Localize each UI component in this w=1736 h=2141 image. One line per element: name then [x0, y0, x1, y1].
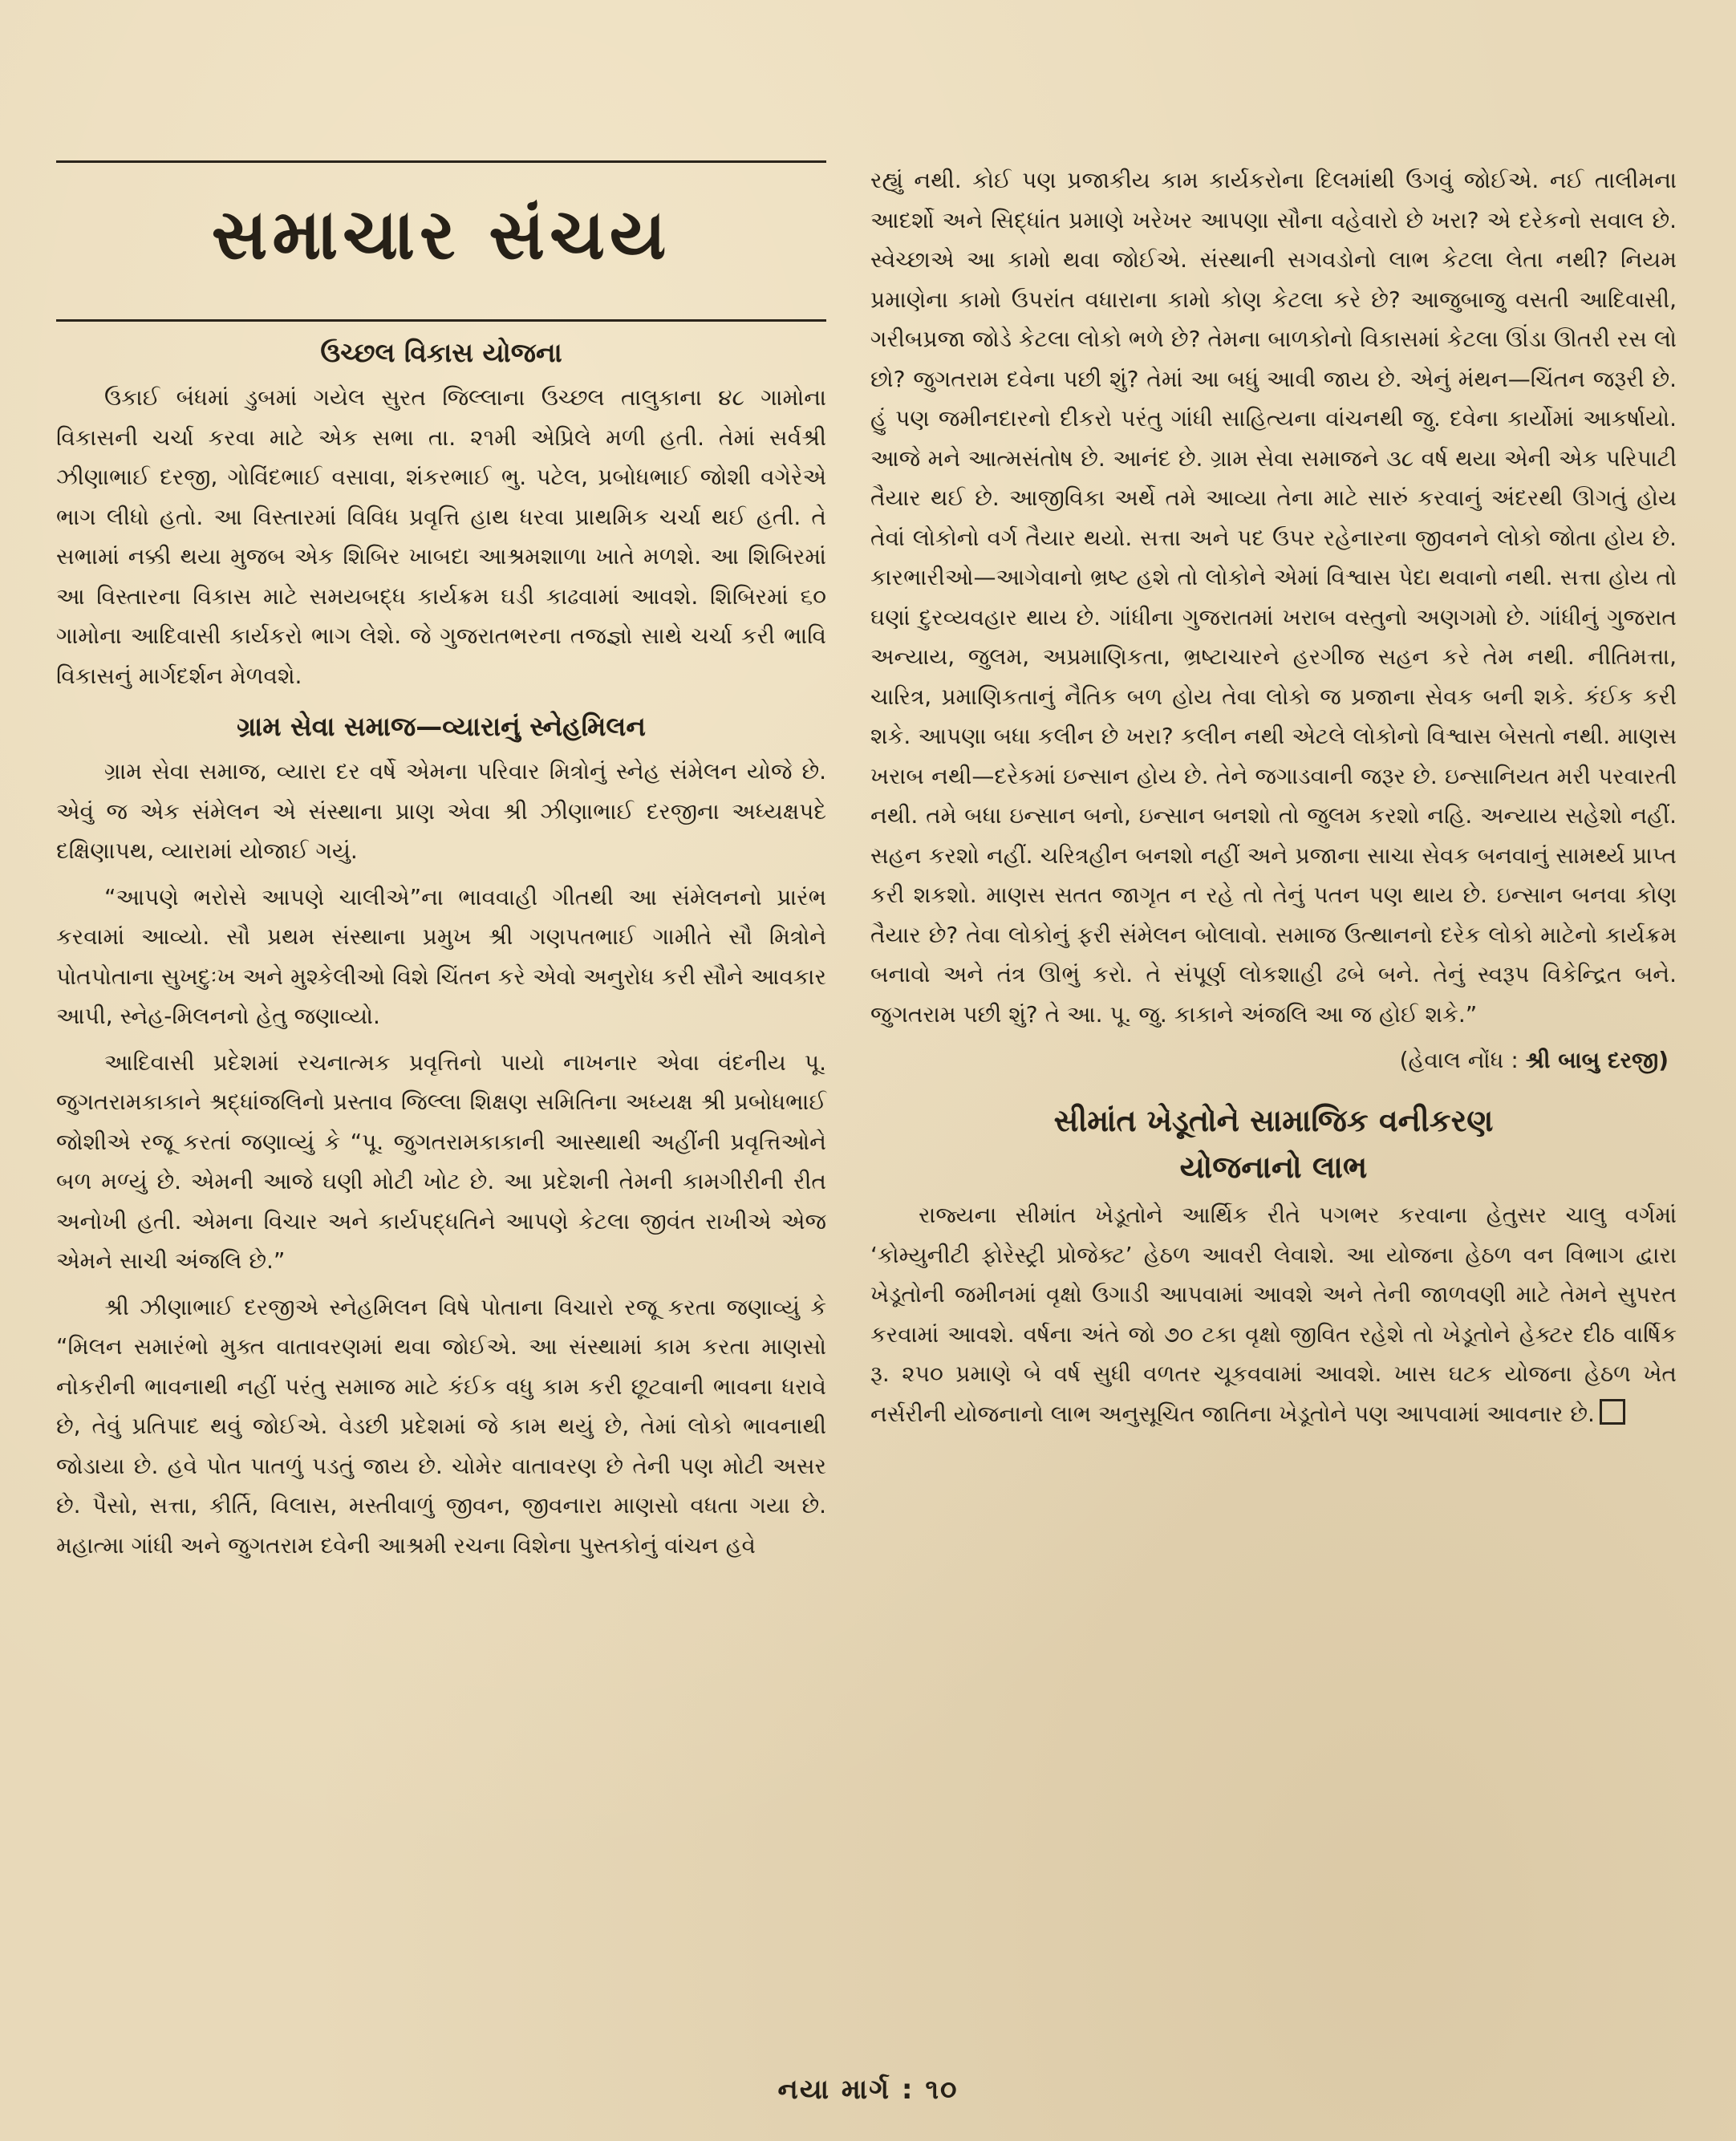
- article-paragraph: [870, 1195, 1677, 1433]
- masthead-title: સમાચાર સંચય: [211, 195, 671, 275]
- section-heading-uchchhal: ઉચ્છલ વિકાસ યોજના: [320, 337, 562, 368]
- report-note-label: (હેવાલ નોંધ :: [1399, 1047, 1519, 1073]
- article-paragraph: “આપણે ભરોસે આપણે ચાલીએ”ના ભાવવાહી ગીતથી આ સંમેલનનો પ્રારંભ કરવામાં આવ્યો. સૌ પ્રથમ સંસ્થાના પ્રમુખ શ્રી ગણપતભાઈ ગામીતે સૌ મિત્રોને પોતપોતાના સુખદુઃખ અને મુશ્કેલીઓ વિશે ચિંતન કરે એવો અનુરોધ કરી સૌને આવકાર આપી, સ્નેહ-મિલનનો હેતુ જણાવ્યો.: [56, 883, 826, 1029]
- section-heading-line: યોજનાનો લાભ: [1179, 1150, 1368, 1185]
- section-heading-forestry: [870, 1097, 1677, 1190]
- page-footer: નયા માર્ગ : ૧૦: [777, 2074, 959, 2106]
- article-paragraph-text: રાજ્યના સીમાંત ખેડૂતોને આર્થિક રીતે પગભર કરવાના હેતુસર ચાલુ વર્ગમાં ‘કોમ્યુનીટી ફોરેસ્ટ્રી પ્રોજેક્ટ’ હેઠળ આવરી લેવાશે. આ યોજના હેઠળ વન વિભાગ દ્વારા ખેડૂતોની જમીનમાં વૃક્ષો ઉગાડી આપવામાં આવશે અને તેની જાળવણી માટે તેમને સુપરત કરવામાં આવશે. વર્ષના અંતે જો ૭૦ ટકા વૃક્ષો જીવિત રહેશે તો ખેડૂતોને હેક્ટર દીઠ વાર્ષિક રૂ. ૨૫૦ પ્રમાણે બે વર્ષ સુધી વળતર ચૂકવવામાં આવશે. ખાસ ઘટક યોજના હેઠળ ખેત નર્સરીની યોજનાનો લાભ અનુસૂચિત જાતિના ખેડૂતોને પણ આપવામાં આવનાર છે.: [870, 1202, 1677, 1427]
- left-column: [56, 160, 826, 1565]
- right-column: [870, 160, 1677, 1433]
- article-paragraph: શ્રી ઝીણાભાઈ દરજીએ સ્નેહમિલન વિષે પોતાના વિચારો રજૂ કરતા જણાવ્યું કે “મિલન સમારંભો મુક્ત વાતાવરણમાં થવા જોઈએ. આ સંસ્થામાં કામ કરતા માણસો નોકરીની ભાવનાથી નહીં પરંતુ સમાજ માટે કંઈક વધુ કામ કરી છૂટવાની ભાવના ધરાવે છે, તેવું પ્રતિપાદ થવું જોઈએ. વેડછી પ્રદેશમાં જે કામ થયું છે, તેમાં લોકો ભાવનાથી જોડાયા છે. હવે પોત પાતળું પડતું જાય છે. ચોમેર વાતાવરણ છે તેની પણ મોટી અસર છે. પૈસો, સત્તા, કીર્તિ, વિલાસ, મસ્તીવાળું જીવન, જીવનારા માણસો વધતા ગયા છે. મહાત્મા ગાંધી અને જુગતરામ દવેની આશ્રમી રચના વિશેના પુસ્તકોનું વાંચન હવે: [56, 1293, 826, 1559]
- article-paragraph: ગ્રામ સેવા સમાજ, વ્યારા દર વર્ષે એમના પરિવાર મિત્રોનું સ્નેહ સંમેલન યોજે છે. એવું જ એક સંમેલન એ સંસ્થાના પ્રાણ એવા શ્રી ઝીણાભાઈ દરજીના અધ્યક્ષપદે દક્ષિણાપથ, વ્યારામાં યોજાઈ ગયું.: [56, 758, 826, 864]
- article-paragraph-continued: રહ્યું નથી. કોઈ પણ પ્રજાકીય કામ કાર્યકરોના દિલમાંથી ઉગવું જોઈએ. નઈ તાલીમના આદર્શો અને સિદ્ધાંત પ્રમાણે ખરેખર આપણા સૌના વહેવારો છે ખરા? એ દરેકનો સવાલ છે. સ્વેચ્છાએ આ કામો થવા જોઈએ. સંસ્થાની સગવડોનો લાભ કેટલા લેતા નથી? નિયમ પ્રમાણેના કામો ઉપરાંત વધારાના કામો કોણ કેટલા કરે છે? આજુબાજુ વસતી આદિવાસી, ગરીબપ્રજા જોડે કેટલા લોકો ભળે છે? તેમના બાળકોનો વિકાસમાં કેટલા ઊંડા ઊતરી રસ લો છો? જુગતરામ દવેના પછી શું? તેમાં આ બધું આવી જાય છે. એનું મંથન—ચિંતન જરૂરી છે. હું પણ જમીનદારનો દીકરો પરંતુ ગાંધી સાહિત્યના વાંચનથી જુ. દવેના કાર્યોમાં આકર્ષાયો. આજે મને આત્મસંતોષ છે. આનંદ છે. ગ્રામ સેવા સમાજને ૩૮ વર્ષ થયા એની એક પરિપાટી તૈયાર થઈ છે. આજીવિકા અર્થે તમે આવ્યા તેના માટે સારું કરવાનું અંદરથી ઊગતું હોય તેવાં લોકોનો વર્ગ તૈયાર થયો. સત્તા અને પદ ઉપર રહેનારના જીવનને લોકો જોતા હોય છે. કારભારીઓ—આગેવાનો ભ્રષ્ટ હશે તો લોકોને એમાં વિશ્વાસ પેદા થવાનો નથી. સત્તા હોય તો ઘણાં દુરવ્યવહાર થાય છે. ગાંધીના ગુજરાતમાં ખરાબ વસ્તુનો અણગમો છે. ગાંધીનું ગુજરાત અન્યાય, જુલમ, અપ્રમાણિકતા, ભ્રષ્ટાચારને હરગીજ સહન કરે તેમ નથી. નીતિમત્તા, ચારિત્ર, પ્રમાણિકતાનું નૈતિક બળ હોય તેવા લોકો જ પ્રજાના સેવક બની શકે. કંઈક કરી શકે. આપણા બધા કલીન છે ખરા? કલીન નથી એટલે લોકોનો વિશ્વાસ બેસતો નથી. માણસ ખરાબ નથી—દરેકમાં ઇન્સાન હોય છે. તેને જગાડવાની જરૂર છે. ઇન્સાનિયત મરી પરવારતી નથી. તમે બધા ઇન્સાન બનો, ઇન્સાન બનશો તો જુલમ કરશો નહિ. અન્યાય સહેશો નહીં. સહન કરશો નહીં. ચરિત્રહીન બનશો નહીં અને પ્રજાના સાચા સેવક બનવાનું સામર્થ્ય પ્રાપ્ત કરી શકશો. માણસ સતત જાગૃત ન રહે તો તેનું પતન પણ થાય છે. ઇન્સાન બનવા કોણ તૈયાર છે? તેવા લોકોનું ફરી સંમેલન બોલાવો. સમાજ ઉત્થાનનો દરેક લોકો માટેનો કાર્યક્રમ બનાવો અને તંત્ર ઊભું કરો. તે સંપૂર્ણ લોકશાહી ઢબે બને. તેનું સ્વરૂપ વિકેન્દ્રિત બને. જુગતરામ પછી શું? તે આ. પૂ. જુ. કાકાને અંજલિ આ જ હોઈ શકે.”: [870, 167, 1677, 1028]
- section-heading-snehmilan: ગ્રામ સેવા સમાજ—વ્યારાનું સ્નેહમિલન: [237, 711, 646, 742]
- report-note-name: શ્રી બાબુ દરજી): [1525, 1047, 1669, 1073]
- article-paragraph: આદિવાસી પ્રદેશમાં રચનાત્મક પ્રવૃત્તિનો પાયો નાખનાર એવા વંદનીય પૂ. જુગતરામકાકાને શ્રદ્ધાંજલિનો પ્રસ્તાવ જિલ્લા શિક્ષણ સમિતિના અધ્યક્ષ શ્રી પ્રબોધભાઈ જોશીએ રજૂ કરતાં જણાવ્યું કે “પૂ. જુગતરામકાકાની આસ્થાથી અહીંની પ્રવૃત્તિઓને બળ મળ્યું છે. એમની આજે ઘણી મોટી ખોટ છે. આ પ્રદેશની તેમની કામગીરીની રીત અનોખી હતી. એમના વિચાર અને કાર્યપદ્ધતિને આપણે કેટલા જીવંત રાખીએ એજ એમને સાચી અંજલિ છે.”: [56, 1048, 826, 1274]
- report-note: [870, 1040, 1677, 1080]
- end-mark-icon: [1600, 1399, 1625, 1425]
- masthead-bottom-rule: [56, 319, 826, 322]
- section-heading-line: સીમાંત ખેડૂતોને સામાજિક વનીકરણ: [1053, 1103, 1494, 1138]
- article-paragraph: ઉકાઈ બંધમાં ડુબમાં ગયેલ સુરત જિલ્લાના ઉચ્છલ તાલુકાના ૪૮ ગામોના વિકાસની ચર્ચા કરવા માટે એક સભા તા. ૨૧મી એપ્રિલે મળી હતી. તેમાં સર્વશ્રી ઝીણાભાઈ દરજી, ગોવિંદભાઈ વસાવા, શંકરભાઈ ભુ. પટેલ, પ્રબોધભાઈ જોશી વગેરેએ ભાગ લીધો હતો. આ વિસ્તારમાં વિવિધ પ્રવૃત્તિ હાથ ધરવા પ્રાથમિક ચર્ચા થઈ હતી. તે સભામાં નક્કી થયા મુજબ એક શિબિર ખાબદા આશ્રમશાળા ખાતે મળશે. આ શિબિરમાં આ વિસ્તારના વિકાસ માટે સમયબદ્ધ કાર્યક્રમ ઘડી કાઢવામાં આવશે. શિબિરમાં ૬૦ ગામોના આદિવાસી કાર્યકરો ભાગ લેશે. જે ગુજરાતભરના તજજ્ઞો સાથે ચર્ચા કરી ભાવિ વિકાસનું માર્ગદર્શન મેળવશે.: [56, 384, 826, 689]
